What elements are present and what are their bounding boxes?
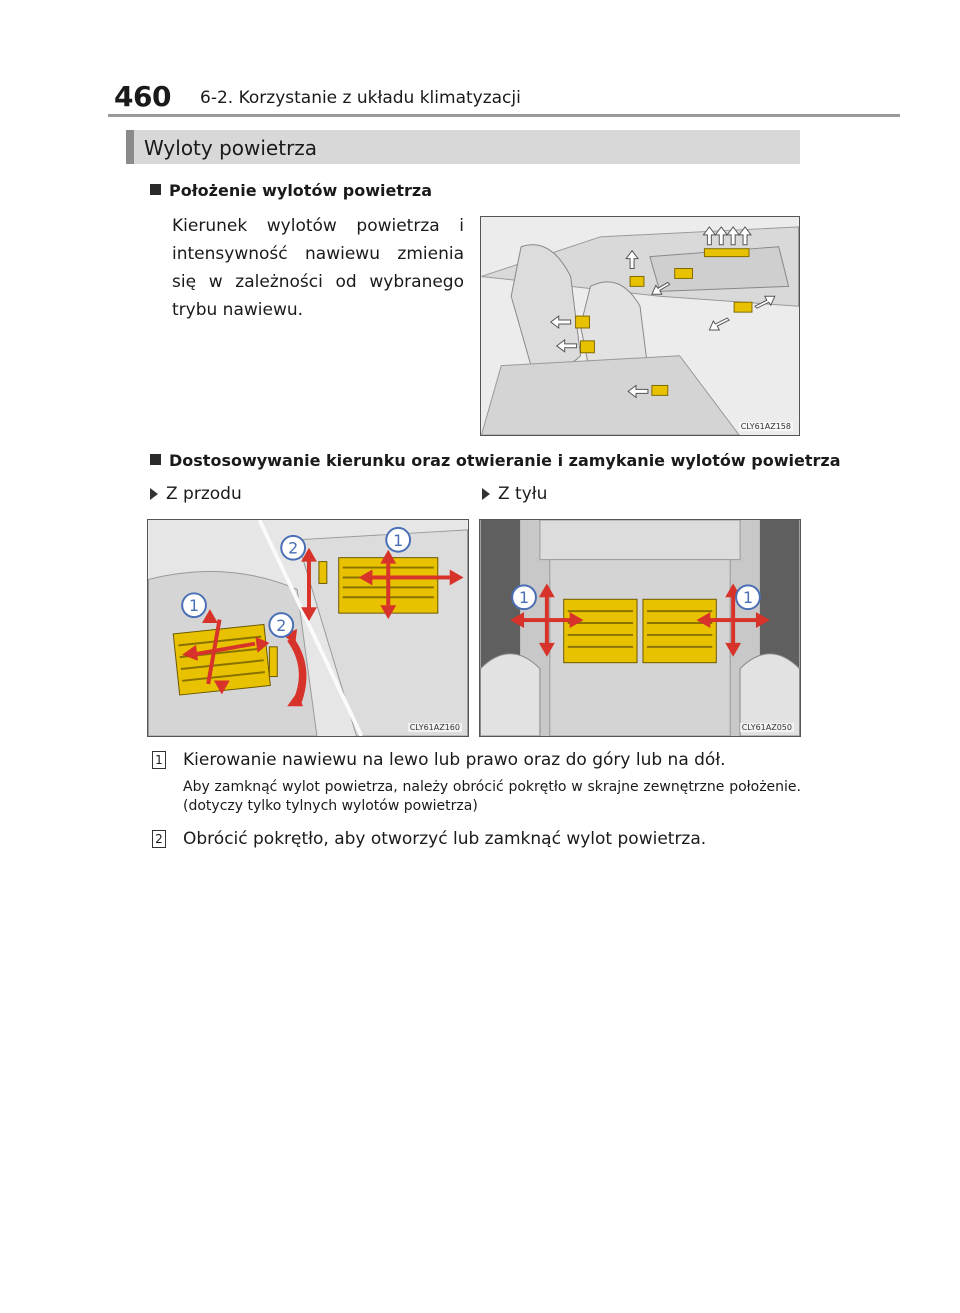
subheading-adjust-text: Dostosowywanie kierunku oraz otwieranie i zamykanie wylotów powietrza xyxy=(169,451,841,470)
square-bullet-icon xyxy=(150,184,161,195)
subheading-adjust xyxy=(150,451,840,470)
item-1-number: 1 xyxy=(152,751,166,769)
svg-text:1: 1 xyxy=(393,530,404,550)
section-banner xyxy=(126,130,800,164)
cabin-vents-drawing xyxy=(481,217,799,435)
page-number: 460 xyxy=(114,80,171,113)
figure-code: CLY61AZ050 xyxy=(741,723,792,732)
figure-code: CLY61AZ158 xyxy=(740,422,791,431)
rear-vents-illustration xyxy=(479,519,801,737)
subheading-position-text: Położenie wylotów powietrza xyxy=(169,181,432,200)
svg-text:1: 1 xyxy=(189,596,200,616)
cabin-vents-illustration xyxy=(480,216,800,436)
item-2-number: 2 xyxy=(152,830,166,848)
front-vents-drawing xyxy=(148,520,468,736)
rear-view-label-text: Z tyłu xyxy=(498,484,548,504)
svg-text:2: 2 xyxy=(276,615,287,635)
front-view-label xyxy=(150,484,242,504)
front-view-label-text: Z przodu xyxy=(166,484,242,504)
item-1-text: Kierowanie nawiewu na lewo lub prawo oraz do góry lub na dół. xyxy=(183,750,726,770)
triangle-bullet-icon xyxy=(482,488,490,500)
svg-text:2: 2 xyxy=(288,538,299,558)
section-title: Wyloty powietrza xyxy=(144,136,318,160)
chapter-title: 6-2. Korzystanie z układu klimatyzacji xyxy=(200,88,521,108)
triangle-bullet-icon xyxy=(150,488,158,500)
item-1-note: Aby zamknąć wylot powietrza, należy obrócić pokrętło w skrajne zewnętrzne położenie. (dotyczy tylko tylnych wylotów powietrza) xyxy=(183,779,801,814)
figure-code: CLY61AZ160 xyxy=(409,723,460,732)
intro-paragraph: Kierunek wylotów powietrza i intensywność nawiewu zmienia się w zależności od wybranego trybu nawiewu. xyxy=(172,216,464,320)
rear-vents-drawing xyxy=(480,520,800,736)
square-bullet-icon xyxy=(150,454,161,465)
svg-text:1: 1 xyxy=(742,588,754,608)
section-banner-bar xyxy=(126,130,134,164)
subheading-position xyxy=(150,181,432,200)
svg-text:1: 1 xyxy=(519,588,530,608)
rear-view-label xyxy=(482,484,547,504)
front-vents-illustration xyxy=(147,519,469,737)
header-divider xyxy=(108,114,900,117)
item-2-text: Obrócić pokrętło, aby otworzyć lub zamknąć wylot powietrza. xyxy=(183,829,707,849)
